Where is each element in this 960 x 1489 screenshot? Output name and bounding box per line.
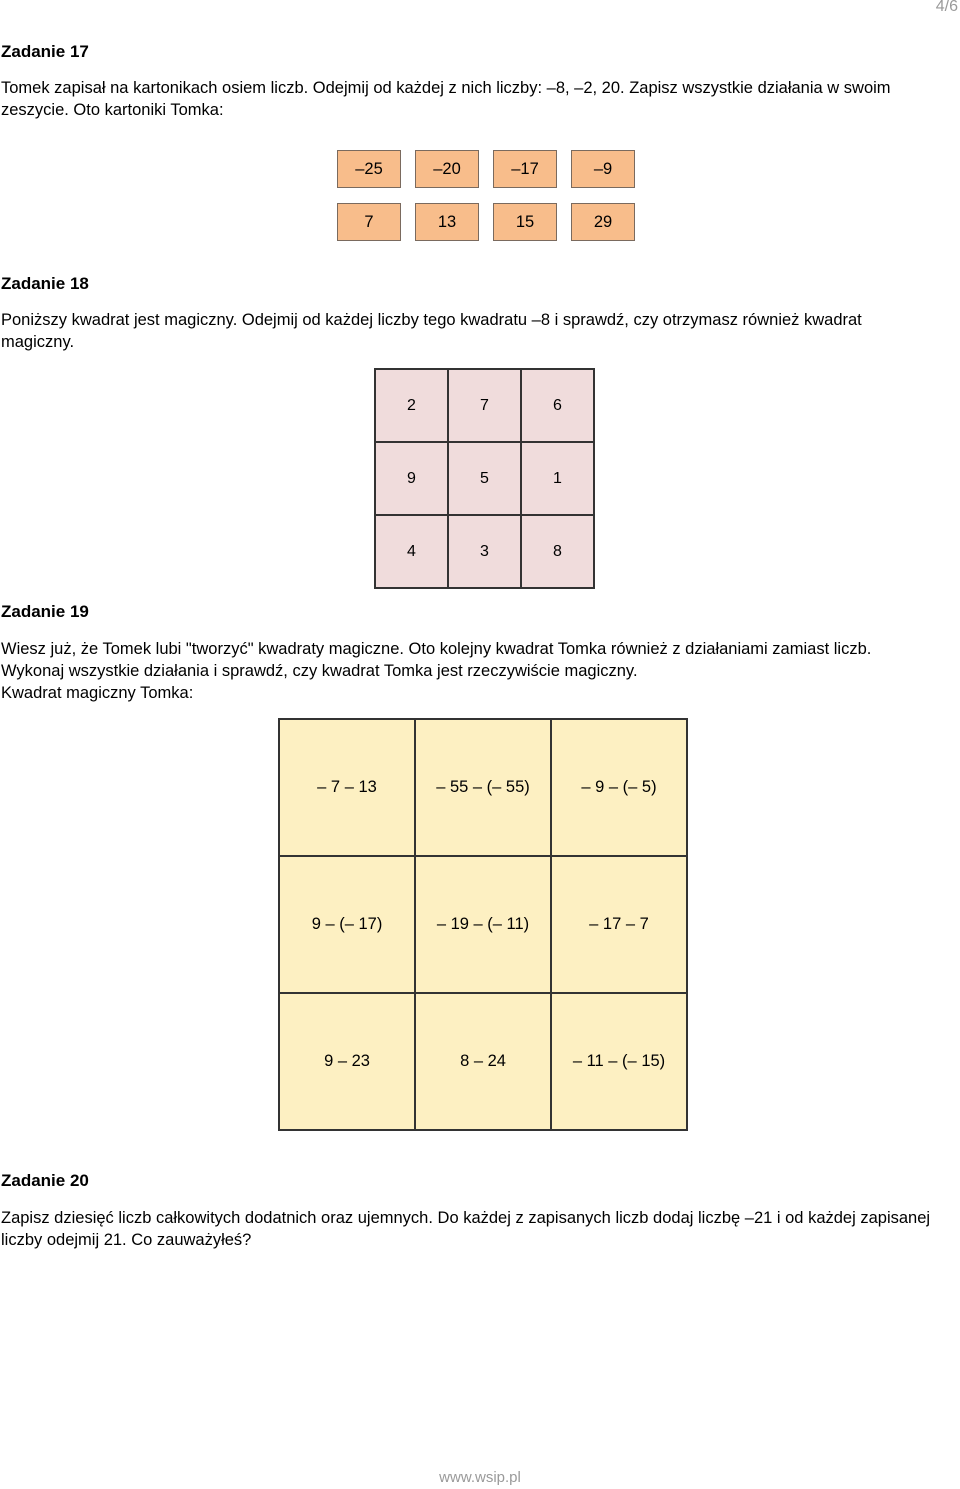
task19-text (1, 638, 959, 704)
task20-line1: Zapisz dziesięć liczb całkowitych dodatnich oraz ujemnych. Do każdej z zapisanych liczb dodaj liczbę –21 i od każdej zapisanej (1, 1209, 931, 1227)
footer-url: www.wsip.pl (439, 1469, 521, 1486)
magic-square-row (279, 719, 687, 856)
magic-square-cell: 3 (448, 515, 521, 588)
task17-heading: Zadanie 17 (1, 42, 89, 61)
magic-square-cell: 7 (448, 369, 521, 442)
task19-line3: Kwadrat magiczny Tomka: (1, 684, 194, 702)
magic-square-cell: 4 (375, 515, 448, 588)
magic-square-cell: 1 (521, 442, 594, 515)
number-card: –9 (571, 150, 635, 188)
magic-square-cell: 8 (521, 515, 594, 588)
task19-line2: Wykonaj wszystkie działania i sprawdź, czy kwadrat Tomka jest rzeczywiście magiczny. (1, 662, 638, 680)
number-card: 7 (337, 203, 401, 241)
number-card: –25 (337, 150, 401, 188)
task20-line2: liczby odejmij 21. Co zauważyłeś? (1, 1231, 252, 1249)
magic-square-cell: 8 – 24 (415, 993, 551, 1130)
cards-row-1 (337, 150, 637, 188)
number-card: –20 (415, 150, 479, 188)
magic-square-cell: – 11 – (– 15) (551, 993, 687, 1130)
magic-square-cell: – 9 – (– 5) (551, 719, 687, 856)
magic-square-cell: – 17 – 7 (551, 856, 687, 993)
number-card: –17 (493, 150, 557, 188)
magic-square-cell: 9 – (– 17) (279, 856, 415, 993)
number-card: 13 (415, 203, 479, 241)
task18-text (1, 309, 959, 353)
task17-text (1, 77, 959, 121)
magic-square-cell: 9 (375, 442, 448, 515)
task18-line2: magiczny. (1, 333, 75, 351)
magic-square-row (279, 993, 687, 1130)
number-cards (337, 150, 637, 256)
magic-square-row (375, 442, 594, 515)
task17-line1: Tomek zapisał na kartonikach osiem liczb. Odejmij od każdej z nich liczby: –8, –2, 20. Zapisz wszystkie działania w swoim (1, 79, 891, 97)
task19-line1: Wiesz już, że Tomek lubi "tworzyć" kwadraty magiczne. Oto kolejny kwadrat Tomka również z działaniami zamiast liczb. (1, 640, 872, 658)
magic-square-cell: 5 (448, 442, 521, 515)
magic-square-cell: – 7 – 13 (279, 719, 415, 856)
magic-square-2 (278, 718, 688, 1131)
task18-line1: Poniższy kwadrat jest magiczny. Odejmij od każdej liczby tego kwadratu –8 i sprawdź, czy otrzymasz również kwadrat (1, 311, 862, 329)
magic-square-cell: 9 – 23 (279, 993, 415, 1130)
magic-square-cell: 6 (521, 369, 594, 442)
task20-heading: Zadanie 20 (1, 1171, 89, 1190)
magic-square-1 (374, 368, 595, 589)
magic-square-row (375, 515, 594, 588)
task20-text (1, 1207, 959, 1251)
task18-heading: Zadanie 18 (1, 274, 89, 293)
magic-square-cell: 2 (375, 369, 448, 442)
task17-line2: zeszycie. Oto kartoniki Tomka: (1, 101, 224, 119)
magic-square-row (279, 856, 687, 993)
number-card: 29 (571, 203, 635, 241)
page-number: 4/6 (935, 0, 958, 15)
magic-square-cell: – 55 – (– 55) (415, 719, 551, 856)
cards-row-2 (337, 203, 637, 241)
task19-heading: Zadanie 19 (1, 602, 89, 621)
magic-square-cell: – 19 – (– 11) (415, 856, 551, 993)
magic-square-row (375, 369, 594, 442)
number-card: 15 (493, 203, 557, 241)
